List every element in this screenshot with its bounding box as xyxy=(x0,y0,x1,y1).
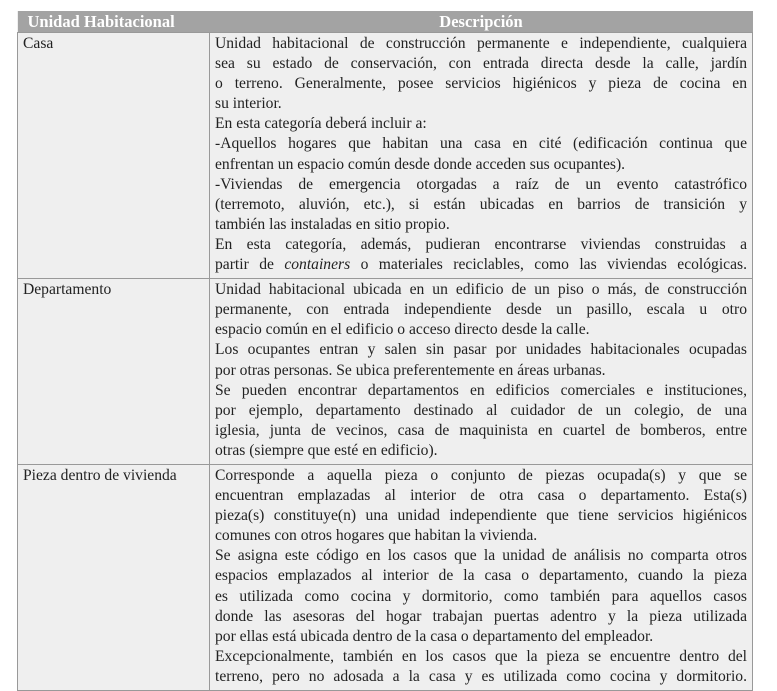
unit-description xyxy=(210,33,753,279)
description-line: permanente, con entrada independiente desde un pasillo, escala u otro xyxy=(215,301,747,319)
description-line: -Aquellos hogares que habitan una casa en cité (edificación continua que xyxy=(215,135,747,153)
description-line: pieza(s) constituye(n) una unidad independiente que tiene servicios higiénicos xyxy=(215,507,747,525)
header-unidad-habitacional: Unidad Habitacional xyxy=(18,11,210,33)
unit-description xyxy=(210,279,753,465)
description-line: Se pueden encontrar departamentos en edificios comerciales e instituciones, xyxy=(215,381,747,399)
description-line: espacio común en el edificio o acceso directo desde la calle. xyxy=(215,321,590,339)
description-line: espacios emplazados al interior de la casa o departamento, cuando la pieza xyxy=(215,567,747,585)
description-line: su interior. xyxy=(215,95,282,113)
description-line: enfrentan un espacio común desde donde acceden sus ocupantes). xyxy=(215,155,626,173)
housing-units-table xyxy=(17,11,753,691)
header-descripcion: Descripción xyxy=(210,11,753,33)
description-line: por ejemplo, departamento destinado al cuidador de un colegio, de una xyxy=(215,401,747,419)
description-line: o terreno. Generalmente, posee servicios higiénicos y pieza de cocina en xyxy=(215,75,747,93)
unit-name: Casa xyxy=(18,33,210,279)
description-line: iglesia, junta de vecinos, casa de maquinista en cuartel de bomberos, entre xyxy=(215,421,747,439)
table-row xyxy=(18,464,753,690)
table-header xyxy=(18,11,753,33)
table-row xyxy=(18,279,753,465)
description-line: donde las asesoras del hogar trabajan puertas adentro y la pieza utilizada xyxy=(215,607,747,625)
description-line: es utilizada como cocina y dormitorio, como también para aquellos casos xyxy=(215,587,747,605)
description-line: partir de containers o materiales reciclables, como las viviendas ecológicas. xyxy=(215,256,747,274)
description-line: comunes con otros hogares que habitan la vivienda. xyxy=(215,527,538,545)
description-line: -Viviendas de emergencia otorgadas a raíz de un evento catastrófico xyxy=(215,175,747,193)
description-line: terreno, pero no adosada a la casa y es utilizada como cocina y dormitorio. xyxy=(215,667,747,685)
description-line: sea su estado de conservación, con entrada directa desde la calle, jardín xyxy=(215,55,747,73)
emphasis: containers xyxy=(284,256,351,274)
unit-name: Departamento xyxy=(18,279,210,465)
description-line: por ellas está ubicada dentro de la casa o departamento del empleador. xyxy=(215,627,654,645)
description-line: En esta categoría deberá incluir a: xyxy=(215,115,427,133)
description-line: otras (siempre que esté en edificio). xyxy=(215,441,438,459)
description-line: Corresponde a aquella pieza o conjunto de piezas ocupada(s) y que se xyxy=(215,466,747,484)
description-line: Se asigna este código en los casos que la unidad de análisis no comparta otros xyxy=(215,547,747,565)
description-line: En esta categoría, además, pudieran encontrarse viviendas construidas a xyxy=(215,235,747,253)
description-line: por otras personas. Se ubica preferentemente en áreas urbanas. xyxy=(215,361,606,379)
unit-description xyxy=(210,464,753,690)
description-line: Unidad habitacional de construcción permanente e independiente, cualquiera xyxy=(215,35,747,52)
description-line: también las instaladas en sitio propio. xyxy=(215,215,450,233)
table-row xyxy=(18,33,753,279)
description-line: encuentran emplazadas al interior de otra casa o departamento. Esta(s) xyxy=(215,487,747,505)
description-line: Unidad habitacional ubicada en un edificio de un piso o más, de construcción xyxy=(215,281,747,299)
unit-name: Pieza dentro de vivienda xyxy=(18,464,210,690)
description-line: (terremoto, aluvión, etc.), si están ubicadas en barrios de transición y xyxy=(215,195,747,213)
description-line: Excepcionalmente, también en los casos que la pieza se encuentre dentro del xyxy=(215,647,747,665)
description-line: Los ocupantes entran y salen sin pasar por unidades habitacionales ocupadas xyxy=(215,341,747,359)
